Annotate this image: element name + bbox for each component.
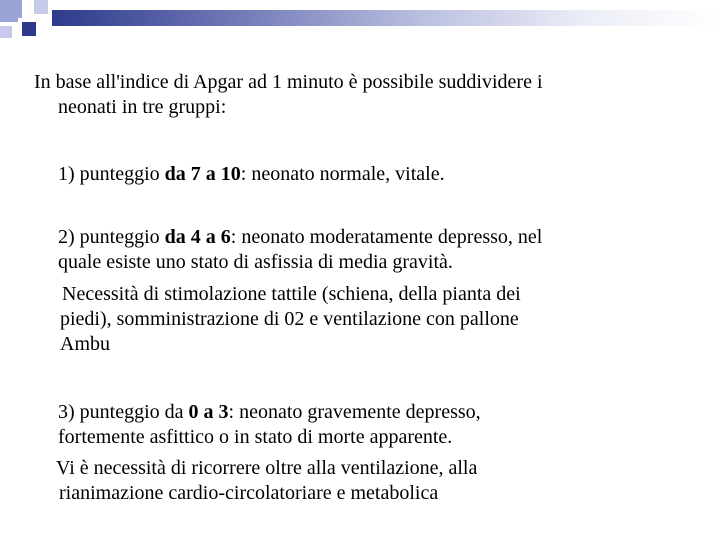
group-2-note-line: Ambu	[60, 333, 110, 355]
group-2-line	[58, 225, 542, 250]
group-2-line: quale esiste uno stato di asfissia di media gravità.	[58, 251, 453, 273]
intro-paragraph	[34, 70, 543, 120]
group-3-line	[58, 400, 481, 425]
group-2-paragraph	[34, 225, 542, 275]
group-1-prefix: 1) punteggio	[58, 163, 165, 185]
group-3-line: fortemente asfittico o in stato di morte apparente.	[58, 426, 453, 448]
group-3-note-line: Vi è necessità di ricorrere oltre alla ventilazione, alla	[56, 457, 478, 479]
group-3-paragraph	[34, 400, 481, 450]
decor-square	[0, 26, 12, 38]
group-2-range: da 4 a 6	[164, 226, 231, 248]
group-1-suffix: : neonato normale, vitale.	[240, 163, 445, 185]
group-2-note-line: piedi), somministrazione di 02 e ventilazione con pallone	[60, 308, 519, 330]
group-3-range: 0 a 3	[188, 401, 229, 423]
decor-square	[34, 0, 48, 14]
group-3-note-line: rianimazione cardio-circolatoriare e metabolica	[59, 482, 439, 504]
intro-line: In base all'indice di Apgar ad 1 minuto è possibile suddividere i	[34, 71, 543, 93]
group-2-note-line: Necessità di stimolazione tattile (schiena, della pianta dei	[62, 283, 521, 305]
intro-line: neonati in tre gruppi:	[58, 96, 227, 118]
group-1-range: da 7 a 10	[164, 163, 241, 185]
group-3-note	[34, 456, 477, 506]
header-gradient-bar	[52, 10, 720, 26]
group-2-suffix: : neonato moderatamente depresso, nel	[230, 226, 543, 248]
group-2-prefix: 2) punteggio	[58, 226, 165, 248]
group-1-paragraph	[34, 162, 445, 187]
decor-square	[22, 22, 36, 36]
group-2-note	[34, 282, 521, 357]
group-3-prefix: 3) punteggio da	[58, 401, 189, 423]
group-1-line	[58, 162, 445, 187]
group-3-suffix: : neonato gravemente depresso,	[228, 401, 481, 423]
